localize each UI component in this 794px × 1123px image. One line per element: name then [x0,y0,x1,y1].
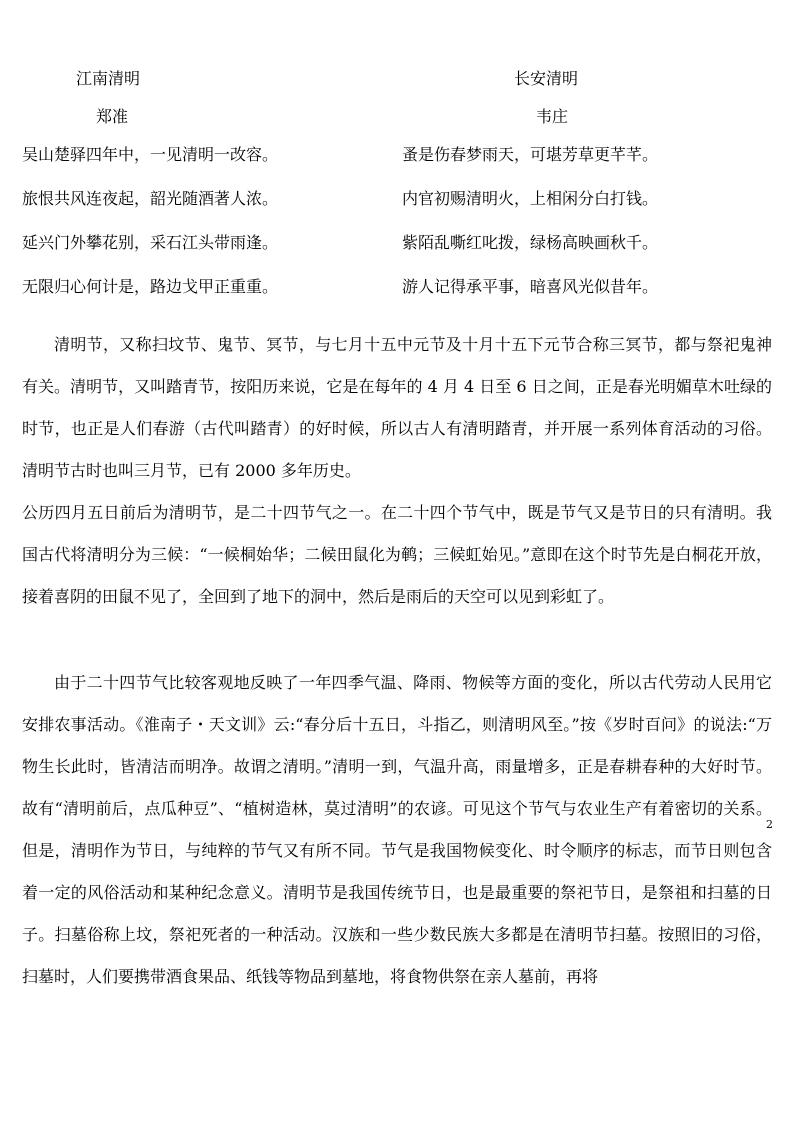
poem-jiangnan-qingming [22,68,362,320]
poem-line: 吴山楚驿四年中，一见清明一改容。 [22,145,279,164]
poem-line: 旅恨共风连夜起，韶光随酒著人浓。 [22,189,279,208]
poem-line: 游人记得承平事，暗喜风光似昔年。 [402,277,659,296]
poem-author: 韦庄 [536,107,569,126]
poem-line: 无限归心何计是，路边戈甲正重重。 [22,277,279,296]
paragraph-farming-customs: 由于二十四节气比较客观地反映了一年四季气温、降雨、物候等方面的变化，所以古代劳动人民用它安排农事活动。《淮南子・天文训》云:“春分后十五日，斗指乙，则清明风至。”按《岁时百问》的说法:“万物生长此时，皆清洁而明净。故谓之清明。”清明一到，气温升高，雨量增多，正是春耕春种的大好时节。故有“清明前后，点瓜种豆”、“植树造林，莫过清明”的农谚。可见这个节气与农业生产有着密切的关系。但是，清明作为节日，与纯粹的节气又有所不同。节气是我国物候变化、时令顺序的标志，而节日则包含着一定的风俗活动和某种纪念意义。清明节是我国传统节日，也是最重要的祭祀节日，是祭祖和扫墓的日子。扫墓俗称上坟，祭祀死者的一种活动。汉族和一些少数民族大多都是在清明节扫墓。按照旧的习俗，扫墓时，人们要携带酒食果品、纸钱等物品到墓地，将食物供祭在亲人墓前，再将 [22,673,772,986]
poem-line: 蚤是伤春梦雨天，可堪芳草更芊芊。 [402,145,659,164]
paragraph-solar-term: 公历四月五日前后为清明节，是二十四节气之一。在二十四个节气中，既是节气又是节日的只有清明。我国古代将清明分为三候：“一候桐始华；二候田鼠化为鹌；三候虹始见。”意即在这个时节先是白桐花开放，接着喜阴的田鼠不见了，全回到了地下的洞中，然后是雨后的天空可以见到彩虹了。 [22,503,772,606]
poem-title: 长安清明 [514,69,579,88]
paragraph-qingming-intro: 清明节，又称扫坟节、鬼节、冥节，与七月十五中元节及十月十五下元节合称三冥节，都与祭祀鬼神有关。清明节，又叫踏青节，按阳历来说，它是在每年的 4 月 4 日至 6 日之间，正是春光明媚草木吐绿的时节，也正是人们春游（古代叫踏青）的好时候，所以古人有清明踏青，并开展一系列体育活动的习俗。 清明节古时也叫三月节，已有 2000 多年历史。 [22,335,772,480]
poem-line: 内官初赐清明火，上相闲分白打钱。 [402,189,659,208]
poem-changan-qingming [402,68,762,320]
poem-line: 延兴门外攀花别，采石江头带雨逢。 [22,233,279,252]
poem-author: 郑准 [96,107,129,126]
page-number: 2 [766,818,773,831]
poem-line: 紫陌乱嘶红叱拨，绿杨高映画秋千。 [402,233,659,252]
poem-title: 江南清明 [76,69,141,88]
